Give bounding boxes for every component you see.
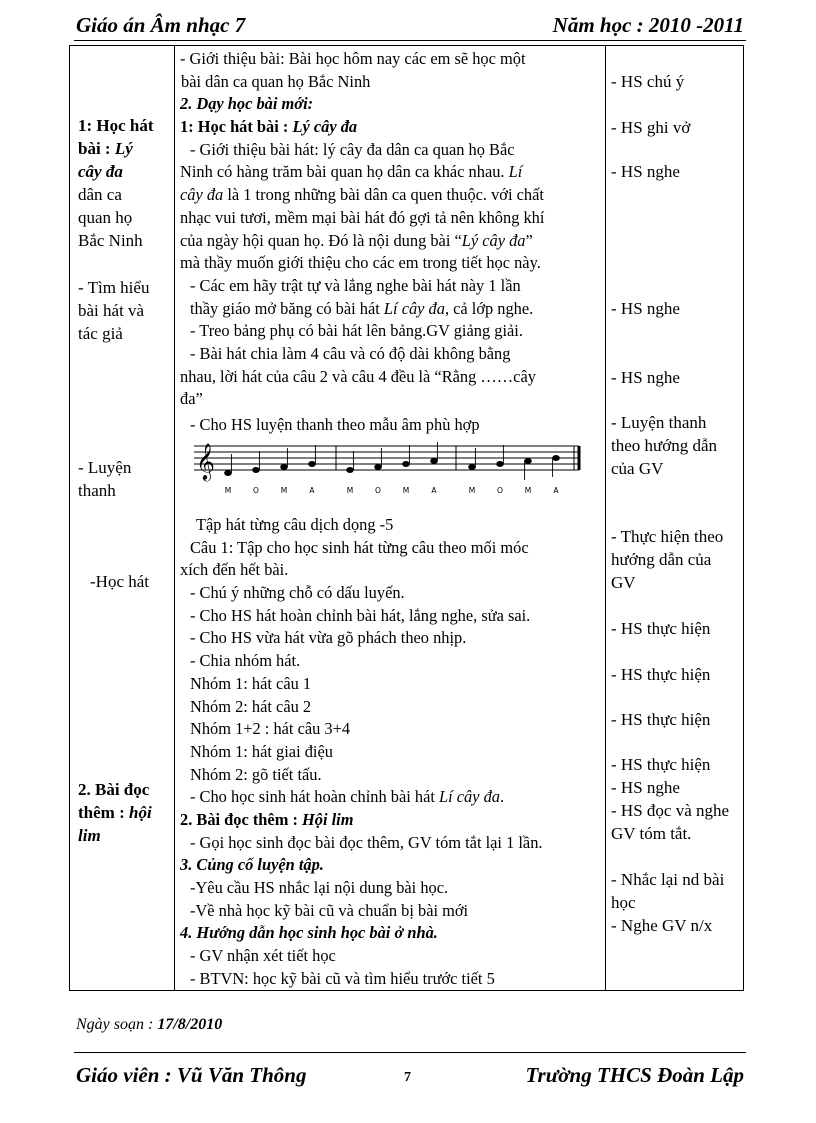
student-activity: - HS thực hiện (611, 665, 711, 684)
student-activity: - Nghe GV n/x (611, 916, 713, 935)
section-warmup-heading: - Luyện thanh (78, 458, 132, 500)
text-line: Tập hát từng câu dịch dọng -5 (196, 515, 394, 534)
section-4-title: 4. Hướng dẫn học sinh học bài ở nhà. (180, 923, 438, 943)
student-activity: - Luyện thanh theo hướng dẫn của GV (611, 413, 718, 478)
text-line: Nhóm 1+2 : hát câu 3+4 (190, 719, 351, 739)
section-1-heading: 1: Học hát bài : Lý cây đa dân ca quan họ Bắc Ninh (78, 116, 154, 250)
text-line: Nhóm 1: hát giai điệu (190, 741, 333, 761)
staff-syllable: M (224, 486, 232, 495)
text-line: -Yêu cầu HS nhắc lại nội dung bài học. (190, 878, 449, 897)
text-line: - Chú ý những chỗ có dấu luyến. (190, 583, 405, 603)
text-line: - Cho HS hát hoàn chỉnh bài hát, lắng nghe, sửa sai. (190, 605, 531, 625)
page-header (76, 10, 744, 38)
footer-rule (74, 1052, 746, 1053)
section-2-title: 2. Dạy học bài mới: (180, 94, 314, 114)
treble-clef-icon: 𝄞 (196, 442, 215, 480)
header-school-year: Năm học : 2010 -2011 (552, 13, 744, 37)
staff-syllable: M (346, 486, 354, 495)
text-line: Nhóm 2: hát câu 2 (190, 696, 312, 716)
text-line: Ninh có hàng trăm bài quan họ dân ca khác nhau. Lí (180, 162, 523, 182)
note (347, 451, 354, 473)
note (431, 442, 438, 464)
student-activity: - Nhắc lại nd bài học (611, 870, 725, 912)
note (497, 445, 504, 467)
text-line: - Bài hát chia làm 4 câu và có độ dài không bằng (190, 343, 511, 363)
staff-syllable: M (524, 486, 532, 495)
note (469, 448, 476, 470)
section-2-reading-title: 2. Bài đọc thêm : Hội lim (180, 809, 354, 829)
text-line: đa” (180, 389, 203, 409)
note (281, 448, 288, 470)
student-activity: - Thực hiện theo hướng dẫn của GV (611, 527, 724, 592)
text-line: Nhóm 1: hát câu 1 (190, 673, 312, 693)
note (253, 451, 260, 473)
staff-syllable: M (280, 486, 288, 495)
student-activity: - HS nghe (611, 778, 680, 797)
teacher-activity-column-part2 (180, 514, 610, 990)
text-line: - Treo bảng phụ có bài hát lên bảng.GV giảng giải. (190, 321, 523, 341)
student-activity: - HS nghe (611, 368, 680, 387)
student-activity: - HS nghe (611, 162, 680, 181)
text-line: Câu 1: Tập cho học sinh hát từng câu theo mối móc (190, 537, 529, 557)
staff-syllable: A (553, 486, 559, 495)
notes (225, 442, 560, 480)
student-activity: - HS nghe (611, 299, 680, 318)
header-title: Giáo án Âm nhạc 7 (76, 13, 246, 37)
note (403, 445, 410, 467)
student-activity: - HS đọc và nghe GV tóm tắt. (611, 801, 730, 843)
staff-syllable: O (253, 486, 259, 495)
text-line: - Giới thiệu bài: Bài học hôm nay các em sẽ học một (180, 49, 526, 68)
staff-syllables (225, 486, 560, 495)
column-divider-1 (174, 46, 175, 990)
text-line: của ngày hội quan họ. Đó là nội dung bài “Lý cây đa” (180, 230, 533, 250)
note (375, 448, 382, 470)
section-3-title: 3. Củng cố luyện tập. (180, 855, 324, 875)
teacher-name: Giáo viên : Vũ Văn Thông (76, 1063, 307, 1087)
staff-syllable: O (497, 486, 503, 495)
staff-syllable: M (468, 486, 476, 495)
text-line: thầy giáo mở băng có bài hát Lí cây đa, cả lớp nghe. (190, 298, 534, 318)
text-line: - GV nhận xét tiết học (190, 946, 336, 966)
section-2-heading: 2. Bài đọc thêm : hội lim (78, 780, 152, 845)
text-line: cây đa là 1 trong những bài dân ca quen thuộc. với chất (180, 185, 544, 205)
text-line: - BTVN: học kỹ bài cũ và tìm hiểu trước tiết 5 (190, 968, 495, 988)
student-activity: - HS thực hiện (611, 755, 711, 774)
header-rule (74, 40, 746, 41)
text-line: - Cho HS vừa hát vừa gõ phách theo nhịp. (190, 628, 467, 648)
staff-syllable: A (431, 486, 437, 495)
staff-syllable: O (375, 486, 381, 495)
text-line: xích đến hết bài. (180, 560, 289, 580)
student-activity: - HS chú ý (611, 72, 685, 91)
school-name: Trường THCS Đoàn Lập (525, 1063, 744, 1087)
student-activity: - HS thực hiện (611, 619, 711, 638)
preparation-date: Ngày soạn : 17/8/2010 (76, 1016, 223, 1033)
section-research-heading: - Tìm hiểu bài hát và tác giả (78, 278, 150, 343)
teacher-activity-column (180, 48, 610, 437)
page-number: 7 (404, 1070, 411, 1085)
staff-lines (194, 446, 579, 470)
note (553, 456, 560, 478)
text-line: Nhóm 2: gõ tiết tấu. (190, 764, 322, 784)
text-line: - Các em hãy trật tự và lắng nghe bài hát này 1 lần (190, 275, 521, 295)
text-line: - Gọi học sinh đọc bài đọc thêm, GV tóm tắt lại 1 lần. (190, 832, 543, 852)
section-singing-heading: -Học hát (90, 572, 150, 591)
lesson-1-title: 1: Học hát bài : Lý cây đa (180, 117, 358, 137)
text-line: - Giới thiệu bài hát: lý cây đa dân ca quan họ Bắc (190, 139, 515, 159)
text-line: - Cho HS luyện thanh theo mẫu âm phù hợp (190, 415, 480, 434)
vocal-warmup-staff (194, 438, 582, 496)
staff-syllable: A (309, 486, 315, 495)
text-line: - Cho học sinh hát hoàn chỉnh bài hát Lí cây đa. (190, 787, 505, 807)
staff-syllable: M (402, 486, 410, 495)
text-line: -Về nhà học kỹ bài cũ và chuẩn bị bài mới (190, 900, 469, 920)
note (525, 459, 532, 481)
note (225, 454, 232, 476)
text-line: nhạc vui tươi, mềm mại bài hát đó gợi tả nên không khí (180, 207, 545, 227)
text-line: nhau, lời hát của câu 2 và câu 4 đều là “Rằng ……cây (180, 366, 536, 386)
student-activity: - HS thực hiện (611, 710, 711, 729)
lesson-table (69, 45, 744, 991)
note (309, 445, 316, 467)
student-activity: - HS ghi vở (611, 118, 691, 137)
text-line: bài dân ca quan họ Bắc Ninh (181, 71, 371, 91)
text-line: mà thầy muốn giới thiệu cho các em trong tiết học này. (180, 253, 541, 273)
text-line: - Chia nhóm hát. (190, 651, 301, 671)
